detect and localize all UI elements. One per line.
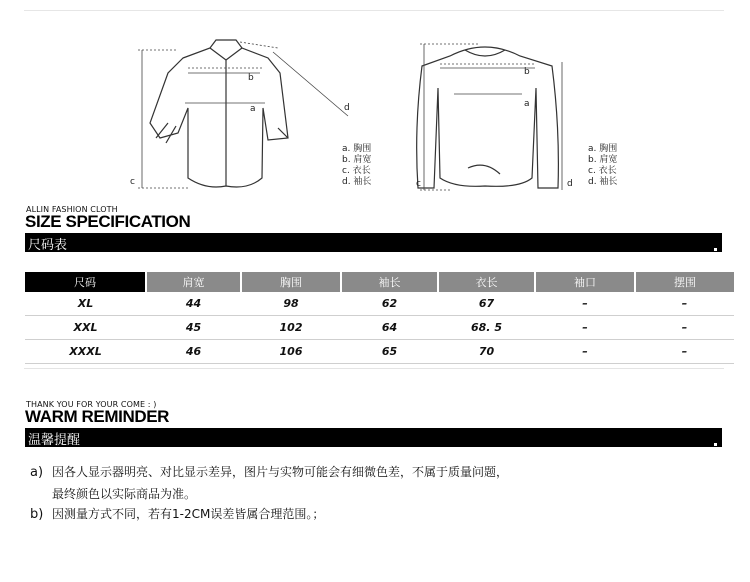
table-cell: – [635,316,734,340]
reminder-text: 因各人显示器明亮、对比显示差异，图片与实物可能会有细微色差，不属于质量问题， [52,465,509,479]
table-header: 摆围 [635,272,734,292]
table-cell: 98 [241,292,341,316]
size-title: SIZE SPECIFICATION [25,212,191,231]
top-divider [24,10,724,11]
marker-b: b [524,67,530,77]
table-cell: 62 [341,292,438,316]
marker-d: d [344,103,350,113]
size-kicker: ALLIN FASHION CLOTH [26,205,118,214]
table-header: 袖口 [535,272,635,292]
table-cell: 46 [146,340,241,364]
marker-b: b [248,73,254,83]
legend-item: b. 肩宽 [588,155,618,165]
bar-dot [714,443,717,446]
shirt-diagram [128,28,368,198]
reminder-marker: a) [30,465,44,480]
legend-item: c. 衣长 [342,166,371,176]
table-row [25,292,734,316]
reminder-title: WARM REMINDER [25,407,170,426]
marker-a: a [524,99,530,109]
table-header: 胸围 [241,272,341,292]
table-header: 衣长 [438,272,535,292]
reminder-text-continued: 最终颜色以实际商品为准。 [52,487,197,501]
table-cell: XL [25,292,146,316]
size-bar [25,233,722,252]
marker-c: c [130,177,135,187]
legend-item: a. 胸围 [588,144,618,154]
table-cell: 68. 5 [438,316,535,340]
table-row [25,316,734,340]
legend-item: c. 衣长 [588,166,617,176]
reminder-item-a [30,463,508,480]
reminder-item-b [30,505,324,522]
table-cell: 102 [241,316,341,340]
table-cell: – [535,340,635,364]
marker-a: a [250,104,256,114]
marker-d: d [567,179,573,189]
sweater-legend [588,144,617,188]
sweater-diagram [410,28,585,198]
table-cell: 70 [438,340,535,364]
table-cell: 67 [438,292,535,316]
reminder-bar [25,428,722,447]
reminder-text: 因测量方式不同，若有1-2CM误差皆属合理范围。； [52,507,325,521]
table-cell: 106 [241,340,341,364]
table-header: 肩宽 [146,272,241,292]
reminder-marker: b) [30,507,44,522]
table-cell: – [535,316,635,340]
reminder-bar-label: 温馨提醒 [28,433,81,448]
shirt-legend [342,144,371,188]
table-cell: 45 [146,316,241,340]
table-cell: 64 [341,316,438,340]
bar-dot [714,248,717,251]
section-divider [24,368,724,369]
table-row [25,340,734,364]
table-cell: XXL [25,316,146,340]
table-cell: 65 [341,340,438,364]
table-cell: 44 [146,292,241,316]
table-cell: – [535,292,635,316]
legend-item: d. 袖长 [588,177,618,187]
legend-item: d. 袖长 [342,177,372,187]
legend-item: b. 肩宽 [342,155,372,165]
table-header: 袖长 [341,272,438,292]
table-cell: – [635,340,734,364]
legend-item: a. 胸围 [342,144,372,154]
table-header-row [25,272,734,292]
reminder-kicker: THANK YOU FOR YOUR COME : ) [26,400,157,409]
table-cell: XXXL [25,340,146,364]
marker-c: c [416,179,421,189]
table-header: 尺码 [25,272,146,292]
size-table [25,272,734,364]
table-cell: – [635,292,734,316]
size-bar-label: 尺码表 [28,238,68,253]
